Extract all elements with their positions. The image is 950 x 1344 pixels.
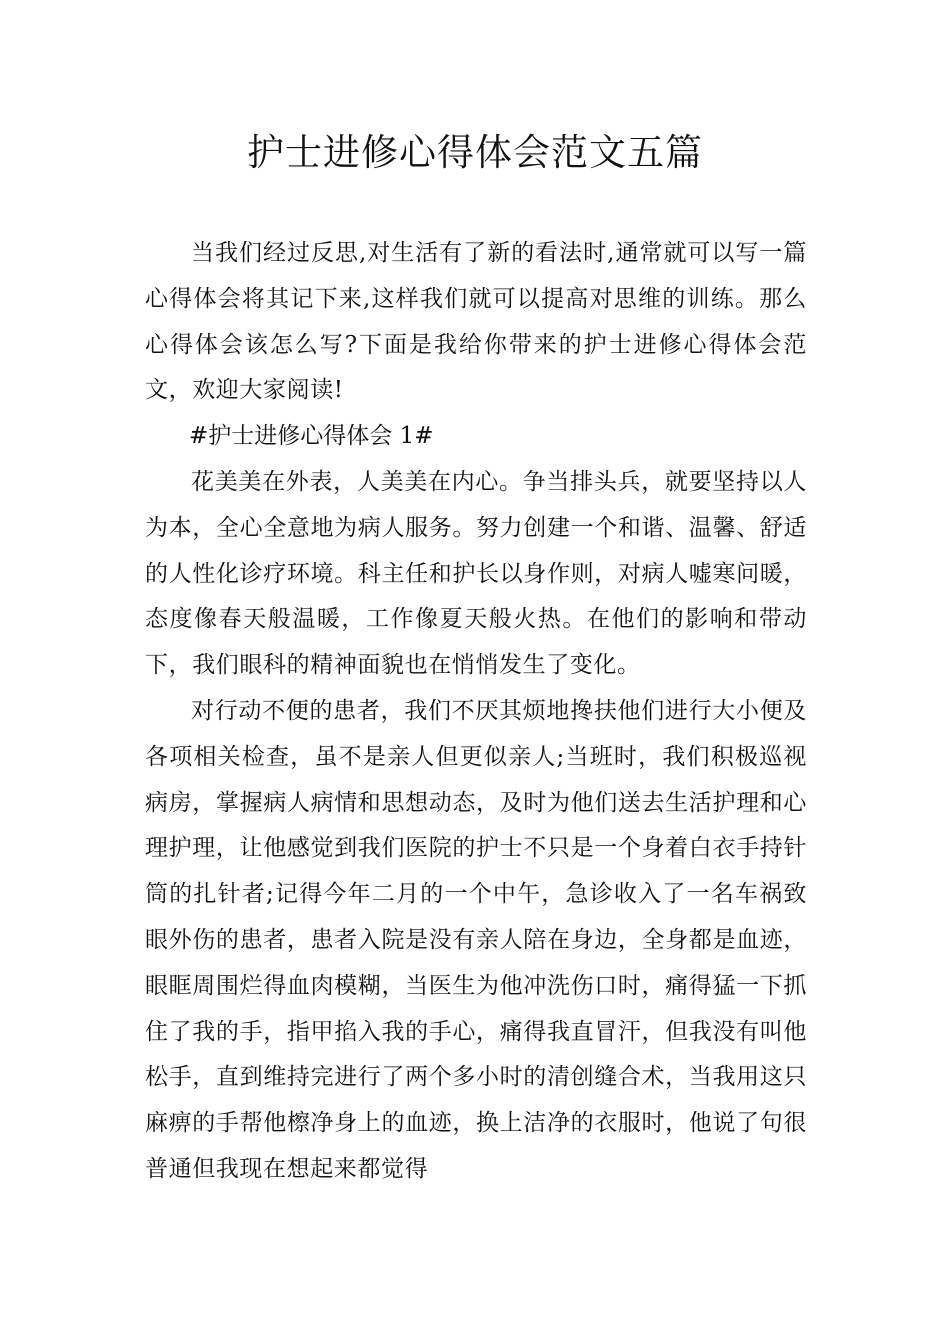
body-paragraph: 花美美在外表，人美美在内心。争当排头兵，就要坚持以人为本，全心全意地为病人服务。努力创建一个和谐、温馨、舒适的人性化诊疗环境。科主任和护长以身作则，对病人嘘寒问暖，态度像春天般温暖，工作像夏天般火热。在他们的影响和带动下，我们眼科的精神面貌也在悄悄发生了变化。 <box>145 468 807 679</box>
document-body <box>145 231 807 1193</box>
intro-paragraph: 当我们经过反思,对生活有了新的看法时,通常就可以写一篇心得体会将其记下来,这样我们就可以提高对思维的训练。那么心得体会该怎么写?下面是我给你带来的护士进修心得体会范文，欢迎大家阅读! <box>145 240 807 404</box>
document-title: 护士进修心得体会范文五篇 <box>247 131 703 174</box>
section-heading: #护士进修心得体会 1# <box>189 423 434 450</box>
body-paragraph: 对行动不便的患者，我们不厌其烦地搀扶他们进行大小便及各项相关检查，虽不是亲人但更似亲人;当班时，我们积极巡视病房，掌握病人病情和思想动态，及时为他们送去生活护理和心理护理，让他感觉到我们医院的护士不只是一个身着白衣手持针筒的扎针者;记得今年二月的一个中午，急诊收入了一名车祸致眼外伤的患者，患者入院是没有亲人陪在身边，全身都是血迹，眼眶周围烂得血肉模糊，当医生为他冲洗伤口时，痛得猛一下抓住了我的手，指甲掐入我的手心，痛得我直冒汗，但我没有叫他松手，直到维持完进行了两个多小时的清创缝合术，当我用这只麻痹的手帮他檫净身上的血迹，换上洁净的衣服时，他说了句很普通但我现在想起来都觉得 <box>145 697 807 1182</box>
